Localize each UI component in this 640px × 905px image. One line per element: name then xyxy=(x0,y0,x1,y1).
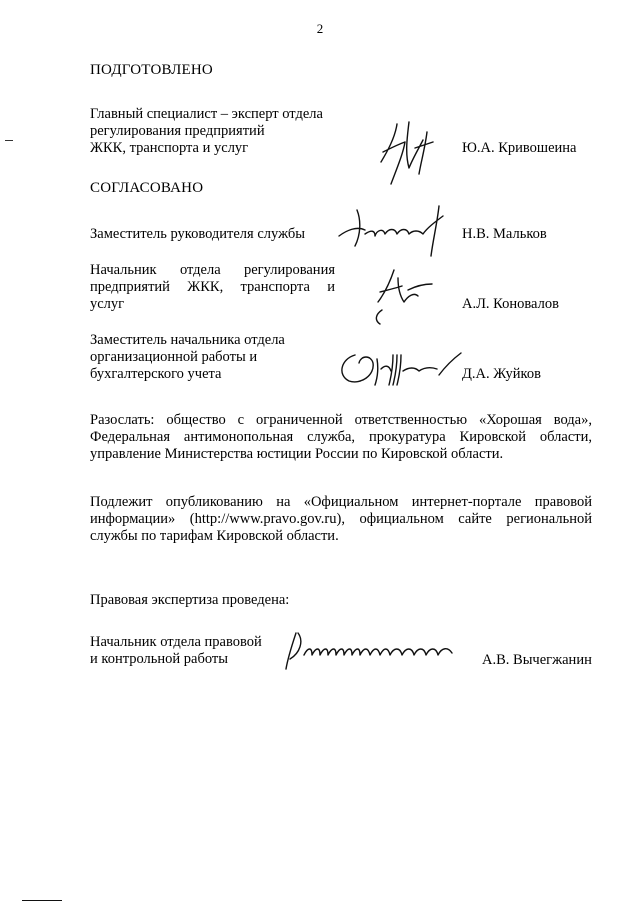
position-line: Начальник отдела регулирования xyxy=(90,262,335,278)
position-line: бухгалтерского учета xyxy=(90,366,222,382)
legal-review-heading: Правовая экспертиза проведена: xyxy=(90,592,290,608)
position-line: Начальник отдела правовой xyxy=(90,634,262,650)
signature-vychegzhanin xyxy=(282,625,460,675)
prepared-heading: ПОДГОТОВЛЕНО xyxy=(90,62,213,78)
position-line: Заместитель руководителя службы xyxy=(90,226,306,242)
position-line: Заместитель начальника отдела xyxy=(90,332,285,348)
page-number: 2 xyxy=(316,21,324,36)
agreed-signer-2-name: А.Л. Коновалов xyxy=(462,296,559,312)
publication-paragraph: Подлежит опубликованию на «Официальном интернет-портале правовой информации» (http://www.pravo.gov.ru), официальном сайте региональной службы по тарифам Кировской области. xyxy=(90,494,592,544)
prepared-signer-name: Ю.А. Кривошеина xyxy=(462,140,577,156)
position-line: услуг xyxy=(90,296,125,312)
signature-krivosheina xyxy=(375,118,445,190)
agreed-signer-1-position xyxy=(90,226,350,243)
prepared-signer-position xyxy=(90,106,350,157)
position-line: организационной работы и xyxy=(90,349,258,365)
signature-malkov xyxy=(335,200,455,260)
position-line: Главный специалист – эксперт отдела xyxy=(90,106,323,122)
position-line: ЖКК, транспорта и услуг xyxy=(90,140,249,156)
agreed-signer-3-position xyxy=(90,332,350,383)
legal-review-signer-name: А.В. Вычегжанин xyxy=(482,652,592,668)
position-line: предприятий ЖКК, транспорта и xyxy=(90,279,335,295)
agreed-signer-2-position xyxy=(90,262,335,313)
agreed-signer-3-name: Д.А. Жуйков xyxy=(462,366,541,382)
agreed-heading: СОГЛАСОВАНО xyxy=(90,180,204,196)
position-line: и контрольной работы xyxy=(90,651,228,667)
signature-zhuykov xyxy=(335,345,465,391)
distribution-paragraph: Разослать: общество с ограниченной ответственностью «Хорошая вода», Федеральная антимонопольная служба, прокуратура Кировской области, управление Министерства юстиции России по Кировской области. xyxy=(90,412,592,462)
page-edge-line xyxy=(22,900,62,901)
agreed-signer-1-name: Н.В. Мальков xyxy=(462,226,547,242)
margin-mark xyxy=(5,140,13,141)
position-line: регулирования предприятий xyxy=(90,123,265,139)
signature-konovalov xyxy=(368,262,448,330)
